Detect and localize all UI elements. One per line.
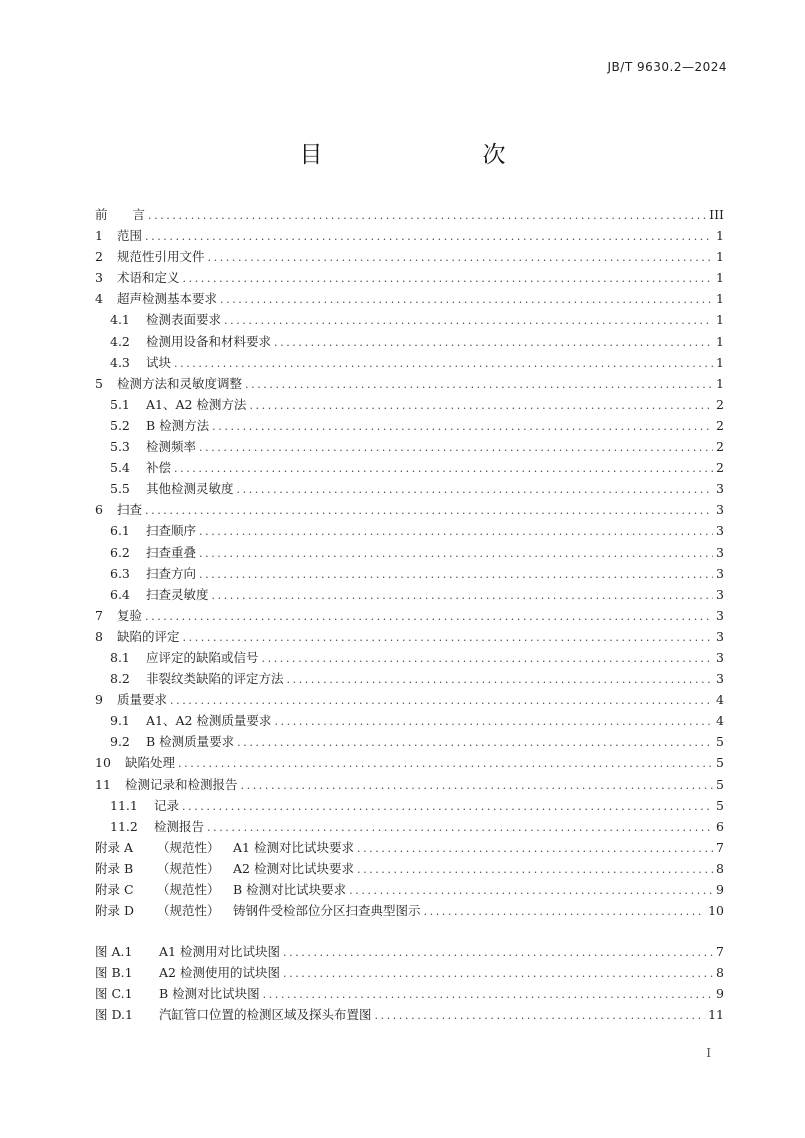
toc-leader-dots <box>375 1005 706 1026</box>
toc-entry-number: 11.2 <box>110 818 138 834</box>
toc-entry-title: 试块 <box>146 354 172 370</box>
toc-entry-number: 4.1 <box>110 312 130 328</box>
toc-leader-dots <box>178 753 713 774</box>
toc-leader-dots <box>220 289 713 310</box>
toc-leader-dots <box>224 310 713 331</box>
toc-entry-page: III <box>709 207 724 222</box>
toc-entry-number: 5.1 <box>110 396 130 412</box>
toc-entry-number: 8 <box>95 628 103 644</box>
toc-entry[interactable] <box>95 204 724 225</box>
toc-entry-title: 复验 <box>117 607 143 623</box>
toc-entry-number: 6.2 <box>110 544 130 560</box>
toc-entry[interactable] <box>95 225 724 246</box>
toc-entry-page: 2 <box>716 396 724 412</box>
toc-entry-kind: （规范性） <box>157 882 220 897</box>
toc-entry[interactable] <box>95 352 724 373</box>
toc-entry[interactable] <box>95 499 724 520</box>
toc-entry[interactable] <box>95 436 724 457</box>
toc-entry-title: 缺陷处理 <box>125 755 176 771</box>
toc-leader-dots <box>357 859 713 880</box>
toc-entry-page: 5 <box>716 776 724 792</box>
figure-entry-number: 图 C.1 <box>95 986 133 1002</box>
toc-entry[interactable] <box>95 858 724 879</box>
toc-leader-dots <box>199 543 713 564</box>
toc-entry-page: 8 <box>716 860 724 876</box>
toc-entry-number: 附录 D <box>95 903 134 919</box>
toc-entry[interactable] <box>95 816 724 837</box>
toc-entry-page: 3 <box>716 481 724 497</box>
toc-entry-page: 3 <box>716 523 724 539</box>
toc-entry-title: 记录 <box>154 797 180 813</box>
toc-leader-dots <box>349 880 713 901</box>
toc-leader-dots <box>145 606 713 627</box>
toc-entry-number: 附录 A <box>95 839 134 855</box>
toc-entry-page: 3 <box>716 586 724 602</box>
toc-entry-number: 6.1 <box>110 523 130 539</box>
toc-leader-dots <box>241 775 713 796</box>
toc-entry-kind: （规范性） <box>157 860 220 876</box>
toc-leader-dots <box>199 564 713 585</box>
toc-leader-dots <box>212 416 713 437</box>
toc-leader-dots <box>357 838 713 859</box>
toc-entry-number: 11 <box>95 776 111 792</box>
page-number: I <box>706 1046 711 1060</box>
toc-entry[interactable] <box>95 309 724 330</box>
toc-entry-page: 1 <box>716 312 724 328</box>
toc-leader-dots <box>183 268 713 289</box>
toc-leader-dots <box>274 332 713 353</box>
toc-entry-page: 1 <box>716 249 724 265</box>
standard-code: JB/T 9630.2—2024 <box>607 60 727 74</box>
toc-entry[interactable] <box>95 668 724 689</box>
figure-entry-page: 9 <box>716 986 724 1002</box>
toc-entry-page: 1 <box>716 354 724 370</box>
toc-entry-page: 9 <box>716 882 724 897</box>
toc-leader-dots <box>274 711 713 732</box>
toc-entry-title: B 检测方法 <box>146 417 210 433</box>
toc-leader-dots <box>145 226 713 247</box>
toc-entry[interactable] <box>95 795 724 816</box>
toc-entry[interactable] <box>95 647 724 668</box>
toc-entry[interactable] <box>95 689 724 710</box>
toc-entry-title: A1 检测对比试块要求 <box>233 839 354 855</box>
toc-entry-title: 扫查方向 <box>146 565 197 581</box>
toc-entry-number: 1 <box>95 228 103 244</box>
toc-entry[interactable] <box>95 331 724 352</box>
toc-entry-title: 扫查灵敏度 <box>146 586 209 602</box>
toc-leader-dots <box>212 585 713 606</box>
toc-entry-title: 缺陷的评定 <box>117 628 180 644</box>
toc-entry[interactable] <box>95 415 724 436</box>
toc-entry-title: 检测用设备和材料要求 <box>146 333 272 349</box>
toc-entry-page: 4 <box>716 713 724 729</box>
toc-entry[interactable] <box>95 563 724 584</box>
toc-entry[interactable] <box>95 457 724 478</box>
toc-entry-title: 检测记录和检测报告 <box>125 776 238 792</box>
toc-leader-dots <box>262 648 713 669</box>
toc-entry-number: 5.4 <box>110 460 130 476</box>
toc-leader-dots <box>245 374 713 395</box>
toc-leader-dots <box>424 901 706 922</box>
toc-entry-number: 8.1 <box>110 649 130 665</box>
toc-entry-kind: （规范性） <box>157 839 220 855</box>
toc-leader-dots <box>183 627 713 648</box>
toc-entry[interactable] <box>95 478 724 499</box>
figure-entry-title: A1 检测用对比试块图 <box>159 944 280 959</box>
toc-entry-number: 附录 C <box>95 882 134 897</box>
toc-entry-number: 4 <box>95 291 103 307</box>
toc-entry-title: 规范性引用文件 <box>117 249 205 265</box>
toc-entry[interactable] <box>95 774 724 795</box>
toc-entry-page: 3 <box>716 649 724 665</box>
toc-entry-page: 5 <box>716 734 724 750</box>
toc-entry[interactable] <box>95 710 724 731</box>
toc-entry-page: 2 <box>716 439 724 455</box>
figure-entry-number: 图 B.1 <box>95 965 133 981</box>
toc-entry[interactable] <box>95 542 724 563</box>
toc-entry-title: B 检测对比试块要求 <box>233 882 347 897</box>
toc-entry-title: 扫查顺序 <box>146 523 197 539</box>
figure-entry-title: A2 检测使用的试块图 <box>159 965 280 981</box>
toc-entry-page: 1 <box>716 228 724 244</box>
figure-entry-title: 汽缸管口位置的检测区域及探头布置图 <box>159 1007 372 1023</box>
toc-leader-dots <box>174 458 713 479</box>
figure-entry[interactable] <box>95 1004 724 1025</box>
toc-entry-number: 11.1 <box>110 797 138 813</box>
toc-entry-title: 超声检测基本要求 <box>117 291 218 307</box>
toc-entry-title: A2 检测对比试块要求 <box>233 860 354 876</box>
toc-entry-title: 检测报告 <box>154 818 205 834</box>
toc-entry-number: 5.2 <box>110 417 130 433</box>
figure-entry-number: 图 D.1 <box>95 1007 133 1023</box>
toc-entry-page: 1 <box>716 333 724 349</box>
toc-leader-dots <box>199 437 713 458</box>
toc-entry[interactable] <box>95 520 724 541</box>
toc-entry-number: 9.1 <box>110 713 130 729</box>
toc-leader-dots <box>283 963 713 984</box>
figure-entry[interactable] <box>95 983 724 1004</box>
toc-entry-title: B 检测质量要求 <box>146 734 235 750</box>
toc-entry-title: 术语和定义 <box>117 270 180 286</box>
toc-leader-dots <box>199 521 713 542</box>
toc-entry-page: 3 <box>716 607 724 623</box>
toc-entry-number: 6.3 <box>110 565 130 581</box>
figure-entry-page: 7 <box>716 944 724 959</box>
toc-entry-title: 质量要求 <box>117 692 168 708</box>
toc-leader-dots <box>237 479 713 500</box>
toc-entry[interactable] <box>95 626 724 647</box>
toc-entry-page: 3 <box>716 502 724 518</box>
toc-entry-number: 10 <box>95 755 111 771</box>
figure-entry-page: 8 <box>716 965 724 981</box>
page-title: 目 次 <box>299 142 544 168</box>
toc-entry-page: 6 <box>716 818 724 834</box>
toc-entry-title: 检测频率 <box>146 439 197 455</box>
toc-leader-dots <box>263 984 713 1005</box>
toc-entry-title: A1、A2 检测质量要求 <box>146 713 272 729</box>
toc-leader-dots <box>182 796 713 817</box>
toc-entry-title: A1、A2 检测方法 <box>146 396 247 412</box>
toc-entry-title: 铸钢件受检部位分区扫查典型图示 <box>233 903 421 919</box>
toc-entry[interactable] <box>95 605 724 626</box>
toc-entry[interactable] <box>95 246 724 267</box>
toc-entry-title: 扫查 <box>117 502 143 518</box>
toc-leader-dots <box>287 669 713 690</box>
toc-entry-number: 附录 B <box>95 860 134 876</box>
toc-leader-dots <box>170 690 713 711</box>
toc-entry-kind: （规范性） <box>157 903 220 919</box>
toc-entry[interactable] <box>95 267 724 288</box>
toc-entry[interactable] <box>95 837 724 858</box>
toc-entry-number: 4.2 <box>110 333 130 349</box>
toc-entry-number: 3 <box>95 270 103 286</box>
toc-entry-page: 3 <box>716 565 724 581</box>
toc-entry[interactable] <box>95 288 724 309</box>
toc-entry-title: 检测表面要求 <box>146 312 222 328</box>
figure-entry-page: 11 <box>708 1007 724 1023</box>
toc-leader-dots <box>237 732 713 753</box>
toc-leader-dots <box>145 500 713 521</box>
toc-entry-number: 9 <box>95 692 103 708</box>
toc-entry[interactable] <box>95 752 724 773</box>
toc-leader-dots <box>283 942 713 963</box>
toc-entry[interactable] <box>95 584 724 605</box>
toc-entry-number: 6 <box>95 502 103 518</box>
toc-entry-number: 6.4 <box>110 586 130 602</box>
toc-entry-number: 5.3 <box>110 439 130 455</box>
toc-entry[interactable] <box>95 731 724 752</box>
toc-entry-page: 1 <box>716 375 724 391</box>
table-of-contents <box>95 204 724 921</box>
toc-entry-number: 9.2 <box>110 734 130 750</box>
toc-leader-dots <box>249 395 713 416</box>
toc-entry-title: 非裂纹类缺陷的评定方法 <box>146 671 284 687</box>
toc-entry-number: 5.5 <box>110 481 130 497</box>
toc-entry-title: 其他检测灵敏度 <box>146 481 234 497</box>
toc-entry[interactable] <box>95 879 724 900</box>
toc-entry-page: 5 <box>716 755 724 771</box>
toc-entry[interactable] <box>95 394 724 415</box>
toc-entry-page: 7 <box>716 839 724 855</box>
toc-entry-title: 范围 <box>117 228 143 244</box>
toc-entry-number: 2 <box>95 249 103 265</box>
toc-entry-page: 2 <box>716 460 724 476</box>
figure-entry-number: 图 A.1 <box>95 944 133 959</box>
toc-entry[interactable] <box>95 373 724 394</box>
toc-entry-page: 3 <box>716 544 724 560</box>
figure-entry[interactable] <box>95 941 724 962</box>
toc-entry-number: 8.2 <box>110 671 130 687</box>
toc-entry-page: 5 <box>716 797 724 813</box>
toc-leader-dots <box>174 353 713 374</box>
toc-entry-page: 3 <box>716 628 724 644</box>
toc-entry-page: 1 <box>716 270 724 286</box>
toc-entry-number: 前 言 <box>95 207 146 222</box>
toc-leader-dots <box>207 817 713 838</box>
figure-entry[interactable] <box>95 962 724 983</box>
toc-entry-title: 检测方法和灵敏度调整 <box>117 375 243 391</box>
toc-entry-number: 7 <box>95 607 103 623</box>
toc-entry-number: 5 <box>95 375 103 391</box>
toc-entry-title: 扫查重叠 <box>146 544 197 560</box>
toc-entry-page: 2 <box>716 417 724 433</box>
toc-entry-page: 4 <box>716 692 724 708</box>
toc-leader-dots <box>148 205 706 226</box>
figure-list <box>95 941 724 1025</box>
toc-entry[interactable] <box>95 900 724 921</box>
figure-entry-title: B 检测对比试块图 <box>159 986 260 1002</box>
toc-entry-title: 应评定的缺陷或信号 <box>146 649 259 665</box>
toc-leader-dots <box>208 247 713 268</box>
toc-entry-title: 补偿 <box>146 460 172 476</box>
toc-entry-page: 1 <box>716 291 724 307</box>
toc-entry-page: 3 <box>716 671 724 687</box>
toc-entry-number: 4.3 <box>110 354 130 370</box>
toc-entry-page: 10 <box>708 903 724 919</box>
